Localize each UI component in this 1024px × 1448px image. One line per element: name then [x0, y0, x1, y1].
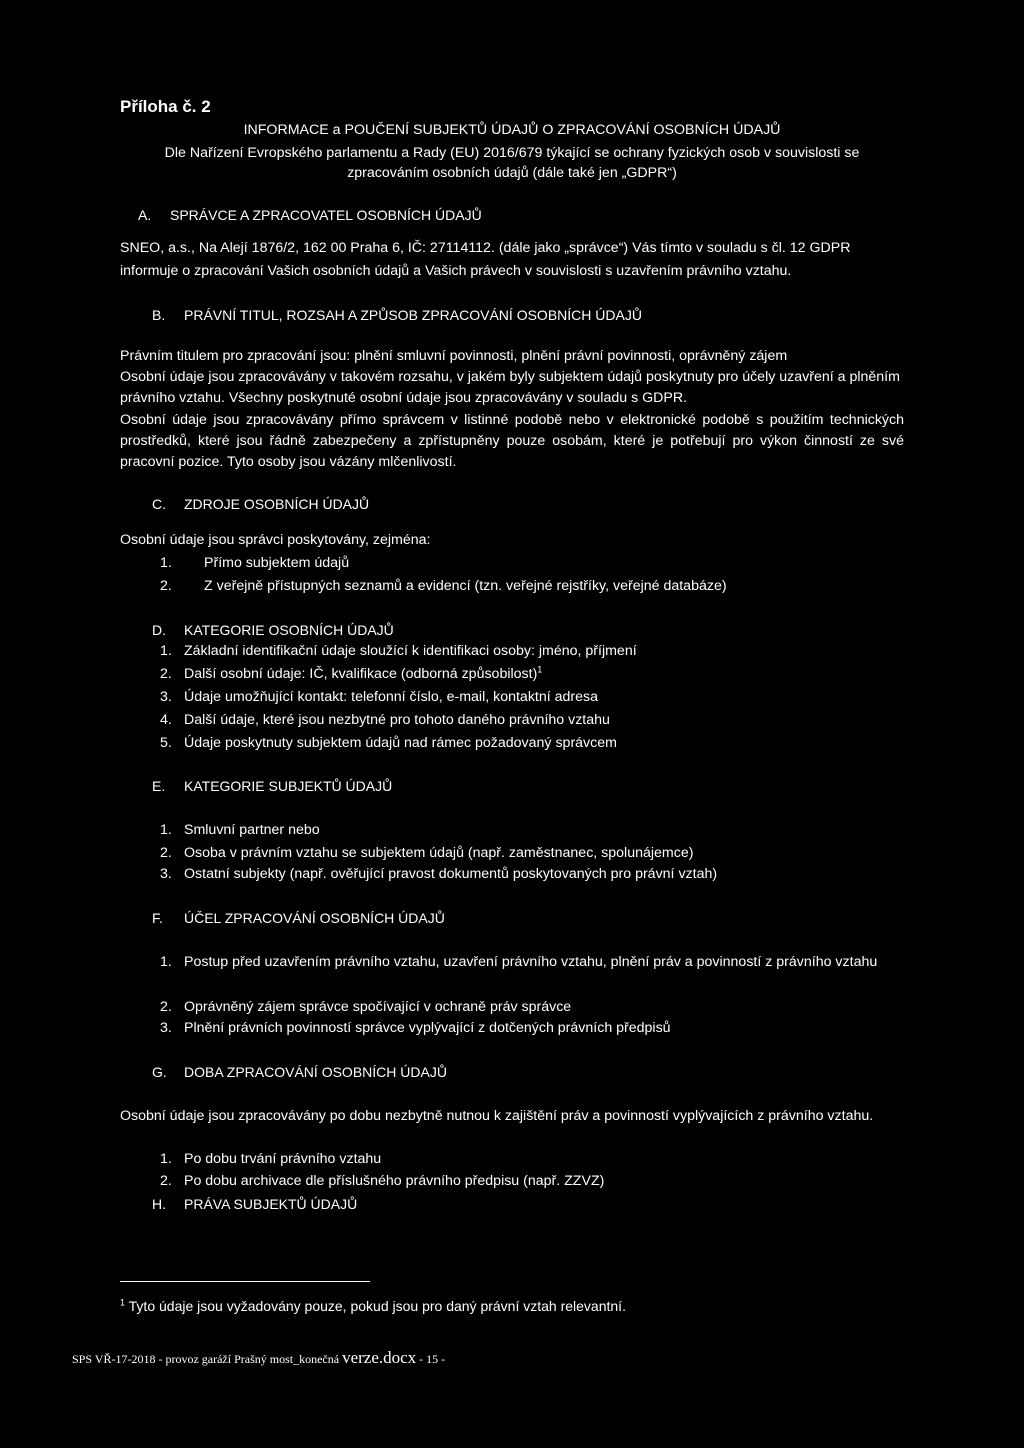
page-footer [72, 1347, 445, 1370]
list-item-number: 5. [160, 735, 172, 751]
list-item-text: Po dobu trvání právního vztahu [184, 1151, 382, 1167]
list-item-text: Další osobní údaje: IČ, kvalifikace (odborná způsobilost) [184, 666, 538, 682]
section-c-heading [152, 494, 369, 515]
list-item-number: 2. [160, 999, 172, 1015]
section-e-letter: E. [152, 778, 166, 794]
section-f-title: ÚČEL ZPRACOVÁNÍ OSOBNÍCH ÚDAJŮ [184, 910, 445, 926]
section-f-letter: F. [152, 910, 163, 926]
list-item-number: 1. [160, 954, 172, 970]
section-b-title: PRÁVNÍ TITUL, ROZSAH A ZPŮSOB ZPRACOVÁNÍ OSOBNÍCH ÚDAJŮ [184, 307, 642, 323]
document-subheading-line1: Dle Nařízení Evropského parlamentu a Rady (EU) 2016/679 týkající se ochrany fyzických osob v souvislosti se [164, 145, 860, 161]
list-item-text: Postup před uzavřením právního vztahu, uzavření právního vztahu, plnění práv a povinností z právního vztahu [184, 954, 878, 970]
list-item [160, 687, 598, 708]
document-subheading-line2: zpracováním osobních údajů (dále také jen „GDPR“) [347, 165, 677, 181]
section-f-heading [152, 908, 445, 929]
list-item-number: 3. [160, 866, 172, 882]
list-item-text: Po dobu archivace dle příslušného právního předpisu (např. ZZVZ) [184, 1173, 605, 1189]
list-item-text: Základní identifikační údaje sloužící k identifikaci osoby: jméno, příjmení [184, 643, 637, 659]
list-item [160, 733, 617, 754]
footnote [120, 1296, 626, 1317]
list-item [160, 553, 349, 574]
section-c-letter: C. [152, 496, 166, 512]
footnote-mark: 1 [120, 1297, 126, 1308]
section-g-letter: G. [152, 1064, 167, 1080]
list-item [160, 1149, 381, 1170]
list-item-text: Ostatní subjekty (např. ověřující pravost dokumentů poskytovaných pro právní vztah) [184, 866, 718, 882]
list-item-text: Další údaje, které jsou nezbytné pro tohoto daného právního vztahu [184, 712, 610, 728]
list-item-number: 4. [160, 712, 172, 728]
list-item-number: 1. [160, 822, 172, 838]
list-item-number: 2. [160, 1173, 172, 1189]
list-item-text: Přímo subjektem údajů [204, 555, 350, 571]
list-item-text: Plnění právních povinností správce vyplývající z dotčených právních předpisů [184, 1020, 671, 1036]
list-item [160, 664, 542, 685]
footer-text-1: SPS VŘ-17-2018 - provoz garáží Prašný most_konečná [72, 1352, 343, 1366]
list-item [160, 820, 320, 841]
list-item-text: Oprávněný zájem správce spočívající v ochraně práv správce [184, 999, 572, 1015]
list-item [160, 576, 727, 597]
list-item [160, 641, 637, 662]
list-item [160, 710, 610, 731]
section-d-letter: D. [152, 622, 166, 638]
section-b-paragraph-3: Osobní údaje jsou zpracovávány přímo správcem v listinné podobě nebo v elektronické podobě s použitím technických prostředků, které jsou řádně zabezpečeny a zpřístupněny pouze osobám, které je potřebují pro výkon činností ze své pracovní pozice. Tyto osoby jsou vázány mlčenlivostí. [120, 412, 904, 470]
section-d-title: KATEGORIE OSOBNÍCH ÚDAJŮ [184, 622, 394, 638]
section-d-heading [152, 620, 394, 641]
footnote-reference: 1 [537, 664, 543, 675]
section-a-line2: informuje o zpracování Vašich osobních údajů a Vašich právech v souvislosti s uzavřením právního vztahu. [120, 263, 792, 279]
list-item-text: Smluvní partner nebo [184, 822, 320, 838]
section-c-title: ZDROJE OSOBNÍCH ÚDAJŮ [184, 496, 370, 512]
section-c-intro: Osobní údaje jsou správci poskytovány, zejména: [120, 532, 431, 548]
list-item-text: Osoba v právním vztahu se subjektem údajů (např. zaměstnanec, spolunájemce) [184, 845, 694, 861]
list-item [160, 843, 693, 864]
list-item [160, 997, 571, 1018]
section-b-paragraph-2: Osobní údaje jsou zpracovávány v takovém rozsahu, v jakém byly subjektem údajů poskytnuty pro účely uzavření a plněním právního vztahu. Všechny poskytnuté osobní údaje jsou zpracovávány v souladu s GDPR. [120, 369, 900, 406]
list-item-number: 1. [160, 1151, 172, 1167]
list-item [160, 1018, 671, 1039]
list-item-number: 3. [160, 1020, 172, 1036]
section-h-heading [152, 1194, 357, 1215]
section-g-title: DOBA ZPRACOVÁNÍ OSOBNÍCH ÚDAJŮ [184, 1064, 447, 1080]
list-item-number: 1. [160, 555, 172, 571]
section-b-letter: B. [152, 307, 166, 323]
section-g-heading [152, 1062, 447, 1083]
section-a-heading [138, 205, 482, 226]
list-item-number: 1. [160, 643, 172, 659]
section-e-title: KATEGORIE SUBJEKTŮ ÚDAJŮ [184, 778, 393, 794]
list-item-number: 2. [160, 845, 172, 861]
list-item-text: Údaje poskytnuty subjektem údajů nad rámec požadovaný správcem [184, 735, 617, 751]
section-a-line1: SNEO, a.s., Na Alejí 1876/2, 162 00 Praha 6, IČ: 27114112. (dále jako „správce“) Vás tímto v souladu s čl. 12 GDPR [120, 240, 851, 256]
list-item-number: 2. [160, 666, 172, 682]
list-item [160, 864, 717, 885]
section-b-paragraph-1: Právním titulem pro zpracování jsou: plnění smluvní povinnosti, plnění právní povinnosti, oprávněný zájem [120, 348, 788, 364]
footer-text-2: verze.docx [342, 1348, 417, 1367]
list-item [160, 952, 904, 973]
footnote-divider [120, 1281, 370, 1282]
list-item-number: 2. [160, 578, 172, 594]
list-item-text: Z veřejně přístupných seznamů a evidencí (tzn. veřejné rejstříky, veřejné databáze) [204, 578, 727, 594]
section-b-heading [152, 305, 642, 326]
list-item [160, 1171, 604, 1192]
footnote-text: Tyto údaje jsou vyžadovány pouze, pokud jsou pro daný právní vztah relevantní. [128, 1298, 626, 1314]
section-a-title: SPRÁVCE A ZPRACOVATEL OSOBNÍCH ÚDAJŮ [170, 207, 482, 223]
section-h-letter: H. [152, 1196, 166, 1212]
list-item-number: 3. [160, 689, 172, 705]
document-heading: INFORMACE a POUČENÍ SUBJEKTŮ ÚDAJŮ O ZPRACOVÁNÍ OSOBNÍCH ÚDAJŮ [243, 122, 781, 138]
footer-text-3: - 15 - [416, 1352, 446, 1366]
list-item-text: Údaje umožňující kontakt: telefonní číslo, e-mail, kontaktní adresa [184, 689, 599, 705]
page-title: Příloha č. 2 [120, 97, 211, 116]
section-h-title: PRÁVA SUBJEKTŮ ÚDAJŮ [184, 1196, 358, 1212]
section-g-intro: Osobní údaje jsou zpracovávány po dobu nezbytně nutnou k zajištění práv a povinností vyplývajících z právního vztahu. [120, 1108, 874, 1124]
section-e-heading [152, 776, 392, 797]
section-a-letter: A. [138, 207, 152, 223]
